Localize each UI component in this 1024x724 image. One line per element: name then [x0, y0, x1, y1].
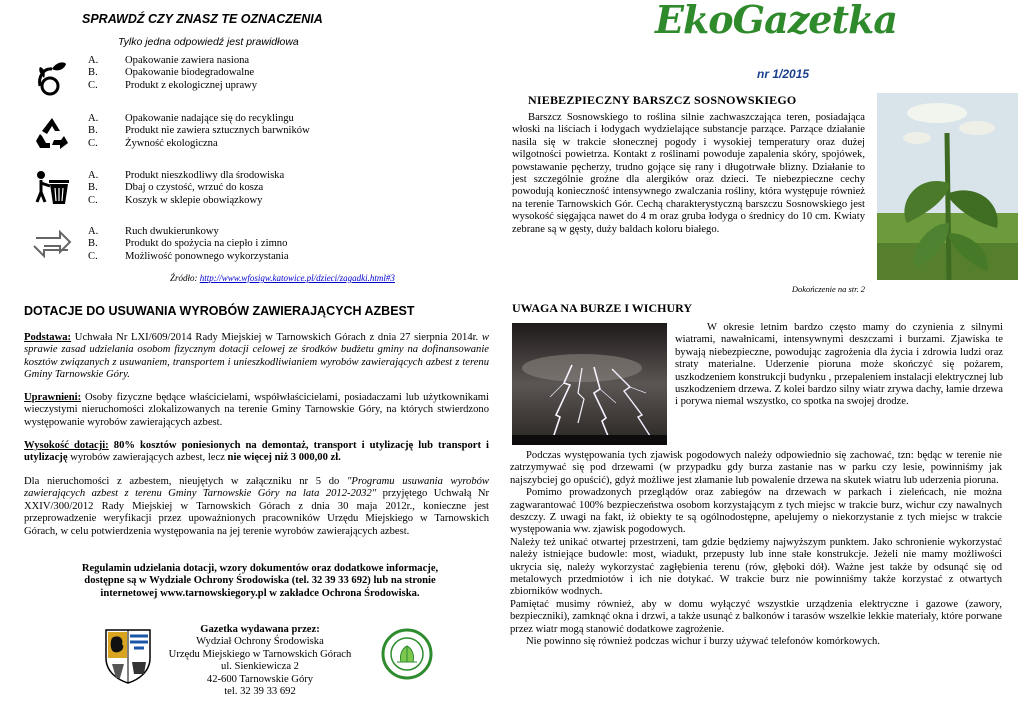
- tidyman-bin-icon: [30, 166, 74, 210]
- publisher-line: Urzędu Miejskiego w Tarnowskich Górach: [168, 648, 352, 660]
- barszcz-article: Barszcz Sosnowskiego to roślina silnie zachwaszczająca teren, posiadająca włoski na liściach i łodygach wydzielające substancje parzące. Parzące działanie nasila się w trakcie słonecznej pogody i wysokiej temperatury oraz dużej wilgotności powietrza. Kontakt z roślinami powoduje zapalenia skóry, spojówek, powstawanie pęcherzy, trudno gojące się rany i długotrwałe blizny. Działanie to jest szczególnie groźne dla alergików oraz dzieci. Te niebezpieczne cechy powodują konieczność intensywnego zwalczania rośliny, która występuje również na terenie Tarnowskich Gór. Cechą charakterystyczną barszczu Sosnowskiego jest wysokość sięgająca nawet do 4 m oraz gruba łodyga o średnicy do 10 cm. Kwiaty zebrane są w gęsty, duży baldach koloru białego.: [512, 112, 865, 235]
- publisher-line: ul. Sienkiewicza 2: [221, 661, 299, 673]
- publisher-title: Gazetka wydawana przez:: [200, 624, 320, 635]
- reusable-arrows-icon: [30, 222, 74, 266]
- publisher-line: 42-600 Tarnowskie Góry: [206, 673, 314, 685]
- quiz-option: C. Możliwość ponownego wykorzystania: [88, 250, 289, 262]
- quiz-subtitle: Tylko jedna odpowiedź jest prawidłowa: [118, 36, 299, 48]
- quiz-group-2: [88, 113, 408, 150]
- recycling-icon: [30, 112, 74, 156]
- dotacje-heading: DOTACJE DO USUWANIA WYROBÓW ZAWIERAJĄCYCH AZBEST: [24, 304, 415, 318]
- dotacje-wysokosc: Wysokość dotacji: 80% kosztów poniesionych na demontaż, transport i utylizację lub transport i utylizację wyrobów zawierających azbest, lecz nie więcej niż 3 000,00 zł.: [24, 440, 490, 464]
- barszcz-heading: NIEBEZPIECZNY BARSZCZ SOSNOWSKIEGO: [528, 93, 797, 107]
- dotacje-weryfikacja: Dla nieruchomości z azbestem, nieujętych w załączniku nr 5 do "Programu usuwania wyrobów zawierających azbest z terenu Gminy Tarnowskie Góry na lata 2012-2032" przyjętego Uchwałą Nr XXIV/300/2012 Rady Miejskiej w Tarnowskich Górach z dnia 30 maja 2012r., konieczne jest przeprowadzenie weryfikacji przez upoważnionych pracowników Urzędu Miejskiego w Tarnowskich Górach, w celu potwierdzenia występowania na jej terenie wyrobów zawierających azbest.: [24, 476, 490, 537]
- source-link[interactable]: http://www.wfosigw.katowice.pl/dzieci/zagadki.html#3: [199, 273, 395, 283]
- hogweed-photo: [877, 93, 1018, 280]
- lightning-photo: [512, 323, 667, 445]
- burza-body: Podczas występowania tych zjawisk pogodowych należy odpowiednio się zachować, tzn: będąc w terenie nie zatrzymywać się pod drzewami (w przypadku gdy burza zastanie nas w parku czy lesie, powinniśmy jak najszybciej go opuścić), gdyż możliwe jest złamanie lub powalenie drzewa na skutek wiatru lub uderzenia pioruna. Pomimo prowadzonych przeglądów oraz zabiegów na drzewach w parkach i zieleńcach, nie można zagwarantować 100% bezpieczeństwa osobom korzystającym z tych miejsc w trakcie burz, wichur czy nawalnych deszczy. Z uwagi na fakt, iż obiekty te są ogólnodostępne, apelujemy o niekorzystanie z tych miejsc w trakcie występowania ww. zjawisk pogodowych. Należy też unikać otwartej przestrzeni, tam gdzie będziemy najwyższym punktem. Jako schronienie wykorzystać należy istniejące budowle: most, wiadukt, przepusty lub inne stałe konstrukcje. Jeżeli nie mamy możliwości ukrycia się, należy wykorzystać zagłębienia terenu (rów, głęboki dół). Ważne jest także by odsunąć się od metalowych przedmiotów i ich nie dotykać. W trakcie burz nie powinniśmy także korzystać z otwartych zbiorników wodnych. Pamiętać musimy również, aby w domu wyłączyć wszystkie urządzenia elektryczne i gazowe (zawory, bezpieczniki), zamknąć okna i drzwi, a także usunąć z balkonów i tarasów wszelkie lekkie materiały, które porwane przez wiatr mogą stanowić dodatkowe zagrożenie. Nie powinno się również podczas wichur i burzy używać telefonów komórkowych.: [510, 450, 1003, 648]
- masthead-logo: EkoGazetka: [655, 0, 897, 42]
- eco-seal-icon: [381, 628, 433, 684]
- publisher-line: Wydział Ochrony Środowiska: [196, 636, 324, 648]
- quiz-option: A. Produkt nieszkodliwy dla środowiska: [88, 170, 285, 181]
- dotacje-podstawa: Podstawa: Uchwała Nr LXI/609/2014 Rady Miejskiej w Tarnowskich Górach z dnia 27 sierpnia 2014r. w sprawie zasad udzielania osobom fizycznym dotacji celowej ze środków budżetu gminy na dofinansowanie kosztów związanych z usuwaniem, transportem i unieszkodliwianiem wyrobów zawierających azbest z terenu Gminy Tarnowskie Góry.: [24, 332, 489, 381]
- quiz-option: B. Produkt nie zawiera sztucznych barwników: [88, 125, 310, 137]
- quiz-option: C. Żywność ekologiczna: [88, 137, 218, 149]
- dotacje-uprawnieni: Uprawnieni: Osoby fizyczne będące właścicielami, współwłaścicielami, posiadaczami lub użytkownikami wieczystymi nieruchomości zlokalizowanych na terenie Gminy Tarnowskie Góry, na których stwierdzono występowanie wyrobów zawierających azbest.: [24, 392, 489, 428]
- quiz-option: B. Produkt do spożycia na ciepło i zimno: [88, 238, 288, 250]
- burza-heading: UWAGA NA BURZE I WICHURY: [512, 301, 693, 315]
- quiz-group-1: [88, 55, 408, 92]
- quiz-option: A. Opakowanie nadające się do recyklingu: [88, 113, 294, 124]
- quiz-group-4: [88, 226, 408, 263]
- publisher-block: [155, 624, 365, 698]
- quiz-option: A. Opakowanie zawiera nasiona: [88, 55, 250, 66]
- quiz-title: SPRAWDŹ CZY ZNASZ TE OZNACZENIA: [82, 12, 323, 26]
- quiz-option: B. Opakowanie biodegradowalne: [88, 67, 255, 79]
- coat-of-arms-icon: [104, 628, 152, 688]
- biodegradable-icon: [30, 56, 74, 100]
- quiz-option: B. Dbaj o czystość, wrzuć do kosza: [88, 182, 264, 194]
- issue-number: nr 1/2015: [757, 67, 810, 81]
- quiz-option: C. Koszyk w sklepie obowiązkowy: [88, 194, 263, 206]
- quiz-source: Źródło: http://www.wfosigw.katowice.pl/dzieci/zagadki.html#3: [170, 273, 395, 283]
- quiz-group-3: [88, 170, 408, 207]
- continued-note: Dokończenie na str. 2: [791, 284, 865, 294]
- dotacje-regulamin: Regulamin udzielania dotacji, wzory dokumentów oraz dodatkowe informacje, dostępne są w Wydziale Ochrony Środowiska (tel. 32 39 33 692) lub na stronie internetowej www.tarnowskiegory.pl w zakładce Ochrona Środowiska.: [81, 563, 439, 599]
- publisher-line: tel. 32 39 33 692: [224, 686, 296, 698]
- burza-intro: W okresie letnim bardzo często mamy do czynienia z silnymi wiatrami, nawałnicami, intensywnymi deszczami i burzami. Zjawiska te bywają niebezpieczne, powodując zagrożenia dla życia i zdrowia ludzi oraz straty materialne. Uderzenie pioruna może skończyć się pożarem, uszkodzeniem konstrukcji budynku , przepaleniem instalacji elektrycznej lub uszkodzeniem drzewa. Z kolei bardzo silny wiatr zrywa dachy, łamie drzewa i porywa niemal wszystko, co spotka na swojej drodze.: [675, 322, 1003, 408]
- quiz-option: A. Ruch dwukierunkowy: [88, 226, 219, 237]
- quiz-option: C. Produkt z ekologicznej uprawy: [88, 79, 258, 91]
